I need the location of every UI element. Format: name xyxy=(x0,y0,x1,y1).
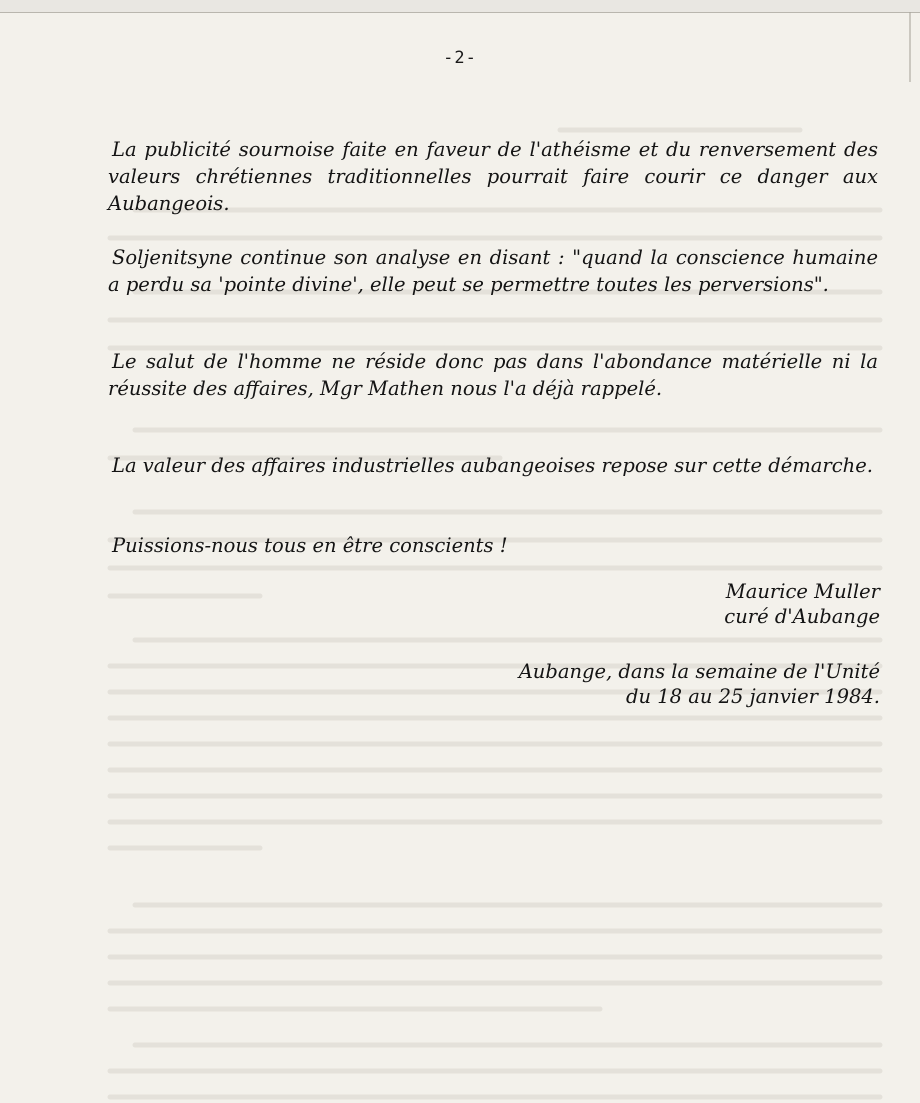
paragraph-publicity: La publicité sournoise faite en faveur de l'athéisme et du renversement des valeurs chrétiennes traditionnelles pourrait faire courir ce danger aux Aubangeois. xyxy=(108,138,878,215)
page-fold-mark xyxy=(909,12,911,82)
paragraph-valeur: La valeur des affaires industrielles aubangeoises repose sur cette démarche. xyxy=(112,454,873,477)
paragraph-soljenitsyne: Soljenitsyne continue son analyse en disant : "quand la conscience humaine a perdu sa 'pointe divine', elle peut se permettre toutes les perversions". xyxy=(108,246,878,296)
signature-place: Aubange, dans la semaine de l'Unité xyxy=(518,660,880,683)
page-top-edge xyxy=(0,0,920,13)
page-number: -2- xyxy=(443,48,477,68)
signature-title: curé d'Aubange xyxy=(724,605,880,628)
paragraph-puissions: Puissions-nous tous en être conscients ! xyxy=(112,534,508,557)
signature-date: du 18 au 25 janvier 1984. xyxy=(625,685,880,708)
paragraph-salut: Le salut de l'homme ne réside donc pas dans l'abondance matérielle ni la réussite des affaires, Mgr Mathen nous l'a déjà rappelé. xyxy=(108,350,878,400)
signature-name: Maurice Muller xyxy=(725,580,880,603)
